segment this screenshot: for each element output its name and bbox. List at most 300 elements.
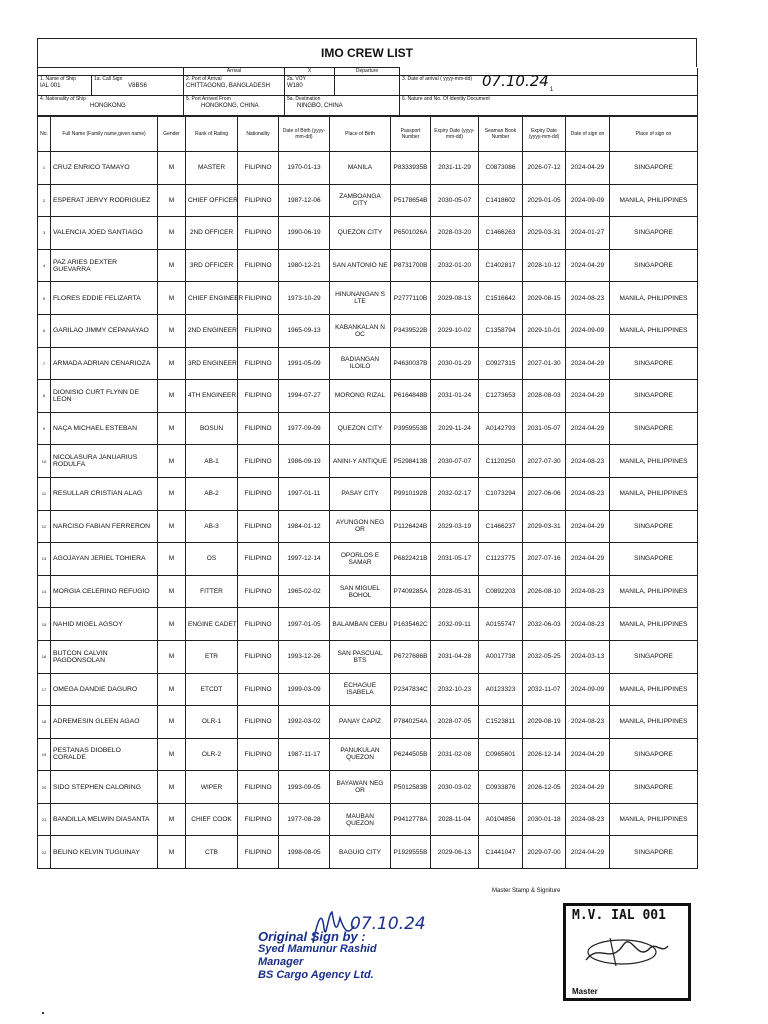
crew-seaman-book: C1516642 xyxy=(479,282,523,315)
crew-no: 11 xyxy=(38,477,51,510)
col-rank: Rank of Rating xyxy=(186,117,238,152)
crew-gender: M xyxy=(158,314,186,347)
crew-pob: ZAMBOANGA CITY xyxy=(330,184,391,217)
crew-sign-on-place: SINGAPORE xyxy=(610,543,698,576)
crew-no: 10 xyxy=(38,445,51,478)
crew-sign-on-date: 2024-04-29 xyxy=(566,543,610,576)
table-row xyxy=(38,477,698,510)
crew-no: 14 xyxy=(38,575,51,608)
col-passport-expiry: Expiry Date (yyyy-mm-dd) xyxy=(431,117,479,152)
table-row xyxy=(38,282,698,315)
crew-passport-expiry: 2028-03-20 xyxy=(431,217,479,250)
crew-rank: ETR xyxy=(186,640,238,673)
crew-passport: P7840254A xyxy=(391,706,431,739)
crew-seaman-book: C1120250 xyxy=(479,445,523,478)
crew-rank: 2ND OFFICER xyxy=(186,217,238,250)
crew-name: VALENCIA JOED SANTIAGO xyxy=(51,217,158,250)
crew-rank: CHIEF OFFICER xyxy=(186,184,238,217)
crew-nationality: FILIPINO xyxy=(238,184,279,217)
crew-seaman-book: C0965601 xyxy=(479,738,523,771)
crew-book-expiry: 2027-07-16 xyxy=(523,543,566,576)
crew-dob: 1965-09-13 xyxy=(279,314,330,347)
crew-book-expiry: 2029-08-19 xyxy=(523,706,566,739)
crew-nationality: FILIPINO xyxy=(238,803,279,836)
crew-sign-on-place: SINGAPORE xyxy=(610,836,698,869)
destination: NINGBO, CHINA xyxy=(297,103,343,109)
crew-book-expiry: 2026-08-10 xyxy=(523,575,566,608)
crew-book-expiry: 2032-06-03 xyxy=(523,608,566,641)
crew-no: 22 xyxy=(38,836,51,869)
col-passport: Passport Number xyxy=(391,117,431,152)
crew-name: FLORES EDDIE FELIZARTA xyxy=(51,282,158,315)
identity-cell xyxy=(400,87,698,116)
crew-nationality: FILIPINO xyxy=(238,282,279,315)
crew-book-expiry: 2030-01-18 xyxy=(523,803,566,836)
crew-seaman-book: A0123323 xyxy=(479,673,523,706)
stamp-title: M.V. IAL 001 xyxy=(572,908,666,923)
crew-nationality: FILIPINO xyxy=(238,543,279,576)
call-sign-cell xyxy=(92,76,184,96)
master-signature-icon xyxy=(580,932,670,972)
crew-gender: M xyxy=(158,706,186,739)
crew-nationality: FILIPINO xyxy=(238,249,279,282)
crew-seaman-book: A0017738 xyxy=(479,640,523,673)
crew-gender: M xyxy=(158,249,186,282)
crew-seaman-book: A0104856 xyxy=(479,803,523,836)
crew-rank: OLR-1 xyxy=(186,706,238,739)
crew-name: BANDILLA MELWIN DIASANTA xyxy=(51,803,158,836)
crew-sign-on-place: SINGAPORE xyxy=(610,510,698,543)
crew-rank: BOSUN xyxy=(186,412,238,445)
crew-passport: P1929555B xyxy=(391,836,431,869)
crew-sign-on-date: 2024-08-23 xyxy=(566,608,610,641)
crew-table-header xyxy=(38,117,698,152)
sign-line-title: Manager xyxy=(258,956,304,968)
crew-book-expiry: 2027-01-30 xyxy=(523,347,566,380)
destination-cell xyxy=(285,96,400,116)
crew-rank: WIPER xyxy=(186,771,238,804)
ship-name: IAL 001 xyxy=(40,83,61,89)
crew-no: 17 xyxy=(38,673,51,706)
crew-name: GARILAO JIMMY CEPANAYAO xyxy=(51,314,158,347)
crew-sign-on-place: MANILA, PHILIPPINES xyxy=(610,314,698,347)
crew-passport-expiry: 2028-05-31 xyxy=(431,575,479,608)
header-table xyxy=(37,67,698,116)
crew-name: NAÇA MICHAEL ESTEBAN xyxy=(51,412,158,445)
scan-speck xyxy=(42,1012,44,1014)
crew-sign-on-place: MANILA, PHILIPPINES xyxy=(610,184,698,217)
crew-gender: M xyxy=(158,738,186,771)
crew-seaman-book: C1402817 xyxy=(479,249,523,282)
crew-no: 2 xyxy=(38,184,51,217)
doc-title: IMO CREW LIST xyxy=(37,38,697,67)
crew-passport-expiry: 2030-01-29 xyxy=(431,347,479,380)
table-row xyxy=(38,249,698,282)
ship-name-label: 1. Name of Ship xyxy=(40,76,76,82)
col-book-expiry: Expiry Date (yyyy-mm-dd) xyxy=(523,117,566,152)
crew-sign-on-date: 2024-08-23 xyxy=(566,575,610,608)
crew-pob: QUEZON CITY xyxy=(330,217,391,250)
crew-seaman-book: C1418602 xyxy=(479,184,523,217)
crew-sign-on-place: SINGAPORE xyxy=(610,771,698,804)
crew-rank: CHIEF COOK xyxy=(186,803,238,836)
crew-gender: M xyxy=(158,412,186,445)
voy: W180 xyxy=(287,83,303,89)
crew-seaman-book: C1523811 xyxy=(479,706,523,739)
table-row xyxy=(38,184,698,217)
crew-dob: 1980-12-21 xyxy=(279,249,330,282)
crew-book-expiry: 2029-01-05 xyxy=(523,184,566,217)
crew-book-expiry: 2029-03-31 xyxy=(523,510,566,543)
crew-passport: P7409285A xyxy=(391,575,431,608)
crew-sign-on-place: MANILA, PHILIPPINES xyxy=(610,673,698,706)
crew-no: 9 xyxy=(38,412,51,445)
col-nationality: Nationality xyxy=(238,117,279,152)
crew-passport-expiry: 2030-05-07 xyxy=(431,184,479,217)
crew-seaman-book: A0155747 xyxy=(479,608,523,641)
crew-pob: BADIANGAN ILOILO xyxy=(330,347,391,380)
col-sign-on-date: Date of sign on xyxy=(566,117,610,152)
crew-book-expiry: 2032-05-25 xyxy=(523,640,566,673)
sign-line-company: BS Cargo Agency Ltd. xyxy=(258,969,374,981)
crew-dob: 1998-08-05 xyxy=(279,836,330,869)
signature-block xyxy=(258,930,377,982)
table-row xyxy=(38,738,698,771)
crew-nationality: FILIPINO xyxy=(238,738,279,771)
crew-passport: P8333935B xyxy=(391,152,431,185)
col-gender: Gender xyxy=(158,117,186,152)
crew-passport-expiry: 2032-01-20 xyxy=(431,249,479,282)
sign-line-name: Syed Mamunur Rashid xyxy=(258,943,377,955)
crew-rank: CHIEF ENGINEER xyxy=(186,282,238,315)
crew-dob: 1984-01-12 xyxy=(279,510,330,543)
crew-nationality: FILIPINO xyxy=(238,445,279,478)
table-row xyxy=(38,152,698,185)
crew-passport-expiry: 2028-11-04 xyxy=(431,803,479,836)
crew-seaman-book: C1358794 xyxy=(479,314,523,347)
crew-pob: AYUNGON NEG OR xyxy=(330,510,391,543)
crew-seaman-book: C0927315 xyxy=(479,347,523,380)
crew-no: 18 xyxy=(38,706,51,739)
crew-no: 12 xyxy=(38,510,51,543)
crew-pob: PANAY CAPIZ xyxy=(330,706,391,739)
crew-gender: M xyxy=(158,803,186,836)
crew-pob: PANUKULAN QUEZON xyxy=(330,738,391,771)
crew-sign-on-date: 2024-09-09 xyxy=(566,673,610,706)
crew-passport-expiry: 2032-10-23 xyxy=(431,673,479,706)
crew-pob: OPORLOS E SAMAR xyxy=(330,543,391,576)
crew-passport: P9412778A xyxy=(391,803,431,836)
crew-name: DIONISIO CURT FLYNN DE LEON xyxy=(51,380,158,413)
table-row xyxy=(38,771,698,804)
crew-passport: P5178654B xyxy=(391,184,431,217)
crew-passport-expiry: 2031-05-17 xyxy=(431,543,479,576)
crew-sign-on-place: MANILA, PHILIPPINES xyxy=(610,803,698,836)
crew-sign-on-date: 2024-04-29 xyxy=(566,738,610,771)
crew-rank: ETCDT xyxy=(186,673,238,706)
crew-sign-on-place: SINGAPORE xyxy=(610,412,698,445)
crew-dob: 1986-09-19 xyxy=(279,445,330,478)
crew-passport-expiry: 2029-06-13 xyxy=(431,836,479,869)
crew-seaman-book: C0873086 xyxy=(479,152,523,185)
table-row xyxy=(38,640,698,673)
port-arrival-label: 2. Port of Arrival xyxy=(186,76,222,82)
crew-passport: P6822421B xyxy=(391,543,431,576)
port-from-cell xyxy=(184,96,285,116)
crew-book-expiry: 2027-06-06 xyxy=(523,477,566,510)
crew-dob: 1990-06-19 xyxy=(279,217,330,250)
crew-passport: P5012583B xyxy=(391,771,431,804)
crew-passport-expiry: 2029-11-24 xyxy=(431,412,479,445)
crew-gender: M xyxy=(158,445,186,478)
col-pob: Place of Birth xyxy=(330,117,391,152)
crew-gender: M xyxy=(158,152,186,185)
crew-gender: M xyxy=(158,217,186,250)
crew-nationality: FILIPINO xyxy=(238,152,279,185)
crew-name: NAHID MIGEL AGSOY xyxy=(51,608,158,641)
crew-passport: P6244505B xyxy=(391,738,431,771)
port-arrival-cell xyxy=(184,76,285,96)
crew-gender: M xyxy=(158,771,186,804)
crew-seaman-book: C1441047 xyxy=(479,836,523,869)
table-row xyxy=(38,575,698,608)
crew-rank: OLR-2 xyxy=(186,738,238,771)
voy-cell xyxy=(285,76,335,96)
identity-mark: 1 xyxy=(549,87,554,93)
crew-seaman-book: C1123775 xyxy=(479,543,523,576)
crew-dob: 1987-11-17 xyxy=(279,738,330,771)
crew-sign-on-place: SINGAPORE xyxy=(610,217,698,250)
crew-seaman-book: C1273653 xyxy=(479,380,523,413)
crew-name: AGOJAYAN JERIEL TOHIERA xyxy=(51,543,158,576)
crew-seaman-book: C1073294 xyxy=(479,477,523,510)
crew-sign-on-place: SINGAPORE xyxy=(610,152,698,185)
call-sign-label: 1a. Call Sign xyxy=(94,76,123,82)
nationality-label: 4. Nationality of Ship xyxy=(40,96,86,102)
crew-passport: P8731700B xyxy=(391,249,431,282)
crew-passport: P9910192B xyxy=(391,477,431,510)
crew-sign-on-date: 2024-08-23 xyxy=(566,477,610,510)
crew-book-expiry: 2026-12-14 xyxy=(523,738,566,771)
crew-gender: M xyxy=(158,836,186,869)
crew-passport-expiry: 2029-03-19 xyxy=(431,510,479,543)
crew-sign-on-date: 2024-04-29 xyxy=(566,380,610,413)
sign-line-original: Original Sign by : xyxy=(258,929,366,944)
crew-pob: HINUNANGAN S LTE xyxy=(330,282,391,315)
crew-book-expiry: 2026-12-05 xyxy=(523,771,566,804)
crew-no: 3 xyxy=(38,217,51,250)
crew-seaman-book: C1466237 xyxy=(479,510,523,543)
crew-nationality: FILIPINO xyxy=(238,380,279,413)
crew-pob: ECHAGUE ISABELA xyxy=(330,673,391,706)
crew-rank: 4TH ENGINEER xyxy=(186,380,238,413)
crew-nationality: FILIPINO xyxy=(238,347,279,380)
crew-nationality: FILIPINO xyxy=(238,314,279,347)
crew-nationality: FILIPINO xyxy=(238,640,279,673)
crew-passport-expiry: 2029-10-02 xyxy=(431,314,479,347)
table-row xyxy=(38,803,698,836)
stamp-label: Master Stamp & Signiture xyxy=(492,888,561,894)
table-row xyxy=(38,706,698,739)
arrival-x: X xyxy=(285,68,335,76)
crew-dob: 1994-07-27 xyxy=(279,380,330,413)
table-row xyxy=(38,510,698,543)
crew-book-expiry: 2029-08-15 xyxy=(523,282,566,315)
crew-no: 1 xyxy=(38,152,51,185)
crew-pob: MAUBAN QUEZON xyxy=(330,803,391,836)
departure-label: Departure xyxy=(335,68,400,76)
crew-rank: 3RD OFFICER xyxy=(186,249,238,282)
crew-passport: P1635462C xyxy=(391,608,431,641)
crew-no: 19 xyxy=(38,738,51,771)
crew-nationality: FILIPINO xyxy=(238,575,279,608)
crew-pob: BAYAWAN NEG OR xyxy=(330,771,391,804)
crew-sign-on-date: 2024-08-23 xyxy=(566,445,610,478)
crew-passport: P5298413B xyxy=(391,445,431,478)
table-row xyxy=(38,347,698,380)
arrival-label: Arrival xyxy=(184,68,285,76)
crew-sign-on-date: 2024-04-29 xyxy=(566,152,610,185)
crew-book-expiry: 2029-10-01 xyxy=(523,314,566,347)
crew-dob: 1970-01-13 xyxy=(279,152,330,185)
crew-nationality: FILIPINO xyxy=(238,477,279,510)
crew-rank: OS xyxy=(186,543,238,576)
crew-passport-expiry: 2031-02-08 xyxy=(431,738,479,771)
crew-nationality: FILIPINO xyxy=(238,412,279,445)
crew-nationality: FILIPINO xyxy=(238,217,279,250)
crew-dob: 1997-12-14 xyxy=(279,543,330,576)
crew-no: 6 xyxy=(38,314,51,347)
master-stamp xyxy=(563,903,691,1001)
crew-list-sheet xyxy=(37,38,697,869)
crew-sign-on-place: MANILA, PHILIPPINES xyxy=(610,477,698,510)
crew-rank: 3RD ENGINEER xyxy=(186,347,238,380)
crew-gender: M xyxy=(158,380,186,413)
crew-table xyxy=(37,116,698,869)
crew-nationality: FILIPINO xyxy=(238,673,279,706)
crew-no: 21 xyxy=(38,803,51,836)
crew-dob: 1965-02-02 xyxy=(279,575,330,608)
nationality: HONGKONG xyxy=(90,103,126,109)
crew-passport: P1126424B xyxy=(391,510,431,543)
table-row xyxy=(38,543,698,576)
crew-sign-on-date: 2024-04-29 xyxy=(566,249,610,282)
crew-no: 16 xyxy=(38,640,51,673)
crew-rank: ENGINE CADET xyxy=(186,608,238,641)
col-dob: Date of Birth (yyyy-mm-dd) xyxy=(279,117,330,152)
crew-gender: M xyxy=(158,673,186,706)
crew-sign-on-date: 2024-04-29 xyxy=(566,771,610,804)
crew-dob: 1973-10-29 xyxy=(279,282,330,315)
crew-sign-on-date: 2024-09-09 xyxy=(566,314,610,347)
voy-label: 2a. VOY xyxy=(287,76,306,82)
crew-book-expiry: 2029-03-31 xyxy=(523,217,566,250)
crew-rank: MASTER xyxy=(186,152,238,185)
crew-dob: 1993-09-05 xyxy=(279,771,330,804)
crew-sign-on-place: MANILA, PHILIPPINES xyxy=(610,445,698,478)
crew-name: ARMADA ADRIAN CENARIOZA xyxy=(51,347,158,380)
ship-name-cell xyxy=(38,76,92,96)
crew-dob: 1991-05-09 xyxy=(279,347,330,380)
crew-no: 8 xyxy=(38,380,51,413)
table-row xyxy=(38,217,698,250)
crew-nationality: FILIPINO xyxy=(238,706,279,739)
crew-passport: P3439522B xyxy=(391,314,431,347)
crew-name: BELINO KELVIN TUGUINAY xyxy=(51,836,158,869)
crew-gender: M xyxy=(158,477,186,510)
crew-dob: 1987-12-06 xyxy=(279,184,330,217)
crew-name: BUTCON CALVIN PAGDONSOLAN xyxy=(51,640,158,673)
crew-no: 4 xyxy=(38,249,51,282)
crew-sign-on-date: 2024-09-09 xyxy=(566,184,610,217)
crew-dob: 1993-12-26 xyxy=(279,640,330,673)
crew-sign-on-date: 2024-01-27 xyxy=(566,217,610,250)
table-row xyxy=(38,314,698,347)
crew-gender: M xyxy=(158,282,186,315)
crew-passport-expiry: 2030-03-02 xyxy=(431,771,479,804)
crew-gender: M xyxy=(158,640,186,673)
crew-seaman-book: C0933876 xyxy=(479,771,523,804)
crew-sign-on-date: 2024-08-23 xyxy=(566,706,610,739)
crew-no: 15 xyxy=(38,608,51,641)
crew-seaman-book: A0142793 xyxy=(479,412,523,445)
crew-name: CRUZ ENRICO TAMAYO xyxy=(51,152,158,185)
table-row xyxy=(38,380,698,413)
handwritten-arrival-date: 07.10.24 xyxy=(482,72,549,90)
table-row xyxy=(38,673,698,706)
crew-rank: FITTER xyxy=(186,575,238,608)
crew-pob: KABANKALAN N OC xyxy=(330,314,391,347)
signature-date: 07.10.24 xyxy=(350,914,426,934)
crew-passport-expiry: 2029-08-13 xyxy=(431,282,479,315)
crew-gender: M xyxy=(158,608,186,641)
crew-book-expiry: 2027-07-30 xyxy=(523,445,566,478)
crew-sign-on-place: SINGAPORE xyxy=(610,640,698,673)
crew-gender: M xyxy=(158,347,186,380)
crew-passport: P6164848B xyxy=(391,380,431,413)
crew-no: 20 xyxy=(38,771,51,804)
crew-seaman-book: C1466263 xyxy=(479,217,523,250)
crew-pob: SAN PASCUAL BTS xyxy=(330,640,391,673)
crew-book-expiry: 2029-07-00 xyxy=(523,836,566,869)
crew-nationality: FILIPINO xyxy=(238,510,279,543)
crew-no: 7 xyxy=(38,347,51,380)
date-arrival-label: 3. Date of arrival ( yyyy-mm-dd) xyxy=(402,76,473,82)
crew-sign-on-date: 2024-04-29 xyxy=(566,347,610,380)
crew-name: NICOLASURA JANUARIUS RODULFA xyxy=(51,445,158,478)
crew-dob: 1992-03-02 xyxy=(279,706,330,739)
crew-seaman-book: C0892203 xyxy=(479,575,523,608)
stamp-master-label: Master xyxy=(572,987,598,996)
crew-passport-expiry: 2031-04-28 xyxy=(431,640,479,673)
crew-rank: CTB xyxy=(186,836,238,869)
crew-dob: 1997-01-05 xyxy=(279,608,330,641)
crew-sign-on-date: 2024-04-29 xyxy=(566,412,610,445)
crew-pob: BAGUIO CITY xyxy=(330,836,391,869)
crew-passport: P2347834C xyxy=(391,673,431,706)
nationality-cell xyxy=(38,96,184,116)
col-no: No. xyxy=(38,117,51,152)
crew-book-expiry: 2028-08-03 xyxy=(523,380,566,413)
table-row xyxy=(38,445,698,478)
crew-passport-expiry: 2030-07-07 xyxy=(431,445,479,478)
crew-name: PAZ ARIES DEXTER GUEVARRA xyxy=(51,249,158,282)
port-from: HONGKONG, CHINA xyxy=(201,103,259,109)
crew-passport-expiry: 2032-09-11 xyxy=(431,608,479,641)
crew-no: 5 xyxy=(38,282,51,315)
crew-rank: 2ND ENGINEER xyxy=(186,314,238,347)
crew-dob: 1977-08-28 xyxy=(279,803,330,836)
